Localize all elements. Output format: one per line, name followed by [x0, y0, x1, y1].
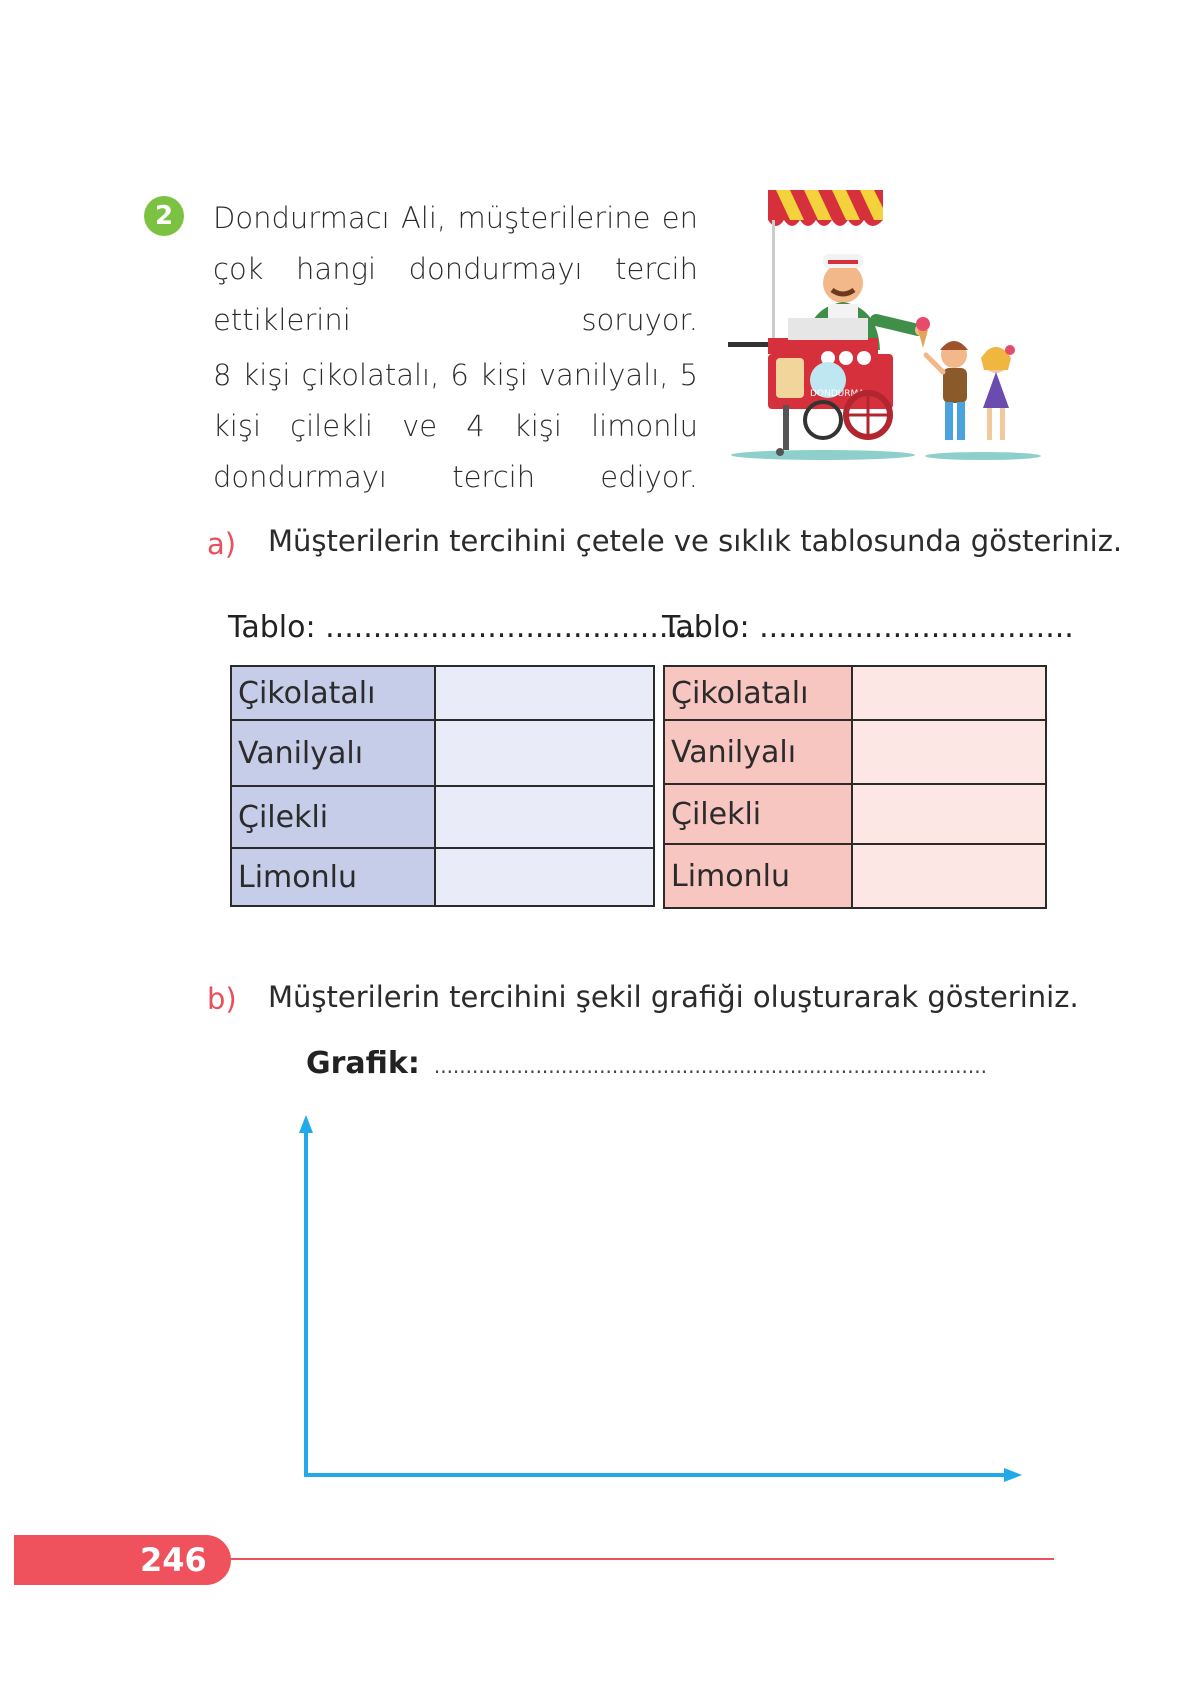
graph-axes[interactable] [290, 1115, 1030, 1485]
graph-title: Grafik: [306, 1046, 420, 1081]
frequency-table [663, 665, 1047, 909]
task-a-letter: a) [207, 527, 237, 561]
table-label-cell: Limonlu [231, 848, 435, 906]
tally-input-cell[interactable] [435, 848, 654, 906]
table-row [664, 784, 1046, 844]
table-label-cell: Vanilyalı [231, 720, 435, 786]
table-label-cell: Çilekli [231, 786, 435, 848]
table-row [664, 666, 1046, 720]
table-row [664, 844, 1046, 908]
left-table-title: Tablo: ....................................... [228, 610, 698, 645]
question-paragraph-1: Dondurmacı Ali, müşterilerine en çok hangi dondurmayı tercih ettiklerini soruyor. [213, 201, 698, 337]
table-row [231, 786, 654, 848]
task-a-text: Müşterilerin tercihini çetele ve sıklık tablosunda gösteriniz. [268, 524, 1123, 558]
table-row [231, 848, 654, 906]
task-b-text: Müşterilerin tercihini şekil grafiği oluşturarak gösteriniz. [268, 980, 1079, 1014]
ice-cream-cart-illustration [728, 190, 1058, 465]
table-label-cell: Limonlu [664, 844, 852, 908]
question-number-badge: 2 [144, 196, 184, 236]
page-number: 246 [140, 1541, 207, 1579]
tally-input-cell[interactable] [435, 786, 654, 848]
tally-table [230, 665, 655, 907]
y-axis-arrow-icon [299, 1115, 313, 1133]
x-axis-arrow-icon [1004, 1468, 1022, 1482]
tally-input-cell[interactable] [435, 720, 654, 786]
frequency-input-cell[interactable] [852, 844, 1046, 908]
cart-label: DONDURMA [810, 389, 865, 399]
table-row [231, 666, 654, 720]
right-table-title: Tablo: ................................. [662, 610, 1074, 645]
question-text [213, 193, 698, 503]
task-b-letter: b) [207, 982, 237, 1016]
frequency-input-cell[interactable] [852, 720, 1046, 784]
frequency-input-cell[interactable] [852, 784, 1046, 844]
frequency-input-cell[interactable] [852, 666, 1046, 720]
table-label-cell: Çikolatalı [231, 666, 435, 720]
tally-input-cell[interactable] [435, 666, 654, 720]
table-row [231, 720, 654, 786]
table-label-cell: Vanilyalı [664, 720, 852, 784]
table-label-cell: Çikolatalı [664, 666, 852, 720]
graph-title-row [306, 1046, 987, 1081]
table-row [664, 720, 1046, 784]
footer-line [231, 1558, 1054, 1560]
question-paragraph-2: 8 kişi çikolatalı, 6 kişi vanilyalı, 5 kişi çilekli ve 4 kişi limonlu dondurmayı tercih ediyor. [213, 358, 698, 494]
graph-title-blank[interactable]: ....................................................................................... [433, 1054, 987, 1078]
table-label-cell: Çilekli [664, 784, 852, 844]
